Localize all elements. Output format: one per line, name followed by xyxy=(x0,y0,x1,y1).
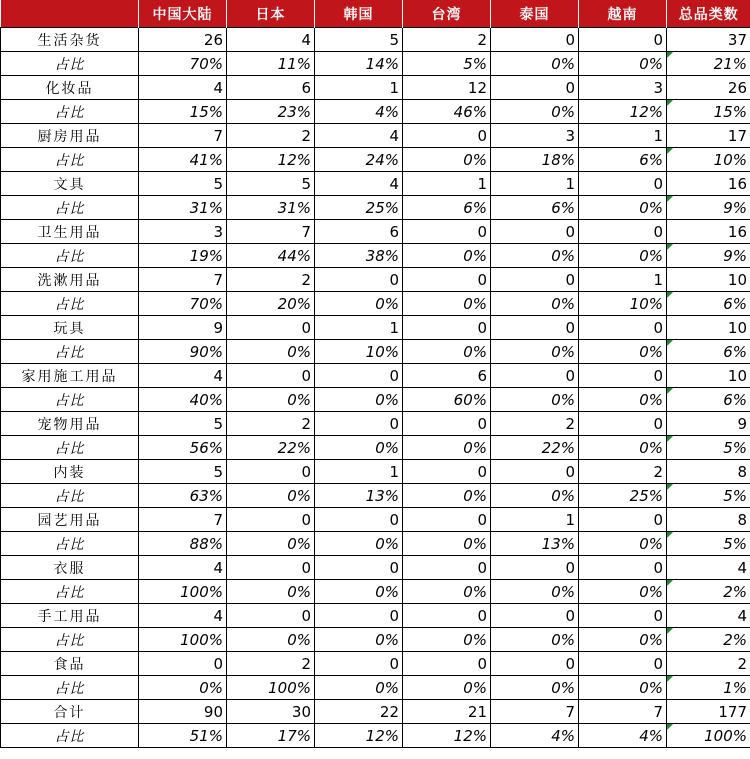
row-label: 生活杂货 xyxy=(1,28,139,52)
table-row-share xyxy=(1,532,750,556)
share-cell: 0% xyxy=(227,628,315,652)
count-cell: 6 xyxy=(315,220,403,244)
share-cell: 12% xyxy=(403,724,491,748)
count-cell: 4 xyxy=(667,556,750,580)
share-cell: 0% xyxy=(579,628,667,652)
count-cell: 9 xyxy=(667,412,750,436)
share-cell: 2% xyxy=(667,628,750,652)
row-label: 厨房用品 xyxy=(1,124,139,148)
table-row-share xyxy=(1,388,750,412)
share-cell: 5% xyxy=(403,52,491,76)
count-cell: 0 xyxy=(491,652,579,676)
share-cell: 12% xyxy=(579,100,667,124)
table-row-share xyxy=(1,628,750,652)
share-cell: 6% xyxy=(667,388,750,412)
share-label: 占比 xyxy=(1,628,139,652)
table-row-share xyxy=(1,148,750,172)
row-label: 手工用品 xyxy=(1,604,139,628)
count-cell: 2 xyxy=(227,268,315,292)
share-cell: 11% xyxy=(227,52,315,76)
share-label: 占比 xyxy=(1,148,139,172)
share-cell: 0% xyxy=(579,52,667,76)
share-cell: 0% xyxy=(139,676,227,700)
share-cell: 0% xyxy=(315,532,403,556)
share-cell: 23% xyxy=(227,100,315,124)
count-cell: 0 xyxy=(315,268,403,292)
share-cell: 2% xyxy=(667,580,750,604)
share-cell: 41% xyxy=(139,148,227,172)
count-cell: 4 xyxy=(139,556,227,580)
count-cell: 0 xyxy=(579,604,667,628)
share-cell: 0% xyxy=(579,436,667,460)
share-label: 占比 xyxy=(1,244,139,268)
row-label: 内装 xyxy=(1,460,139,484)
count-cell: 5 xyxy=(139,172,227,196)
share-cell: 0% xyxy=(403,148,491,172)
count-cell: 0 xyxy=(227,604,315,628)
share-cell: 0% xyxy=(403,628,491,652)
count-cell: 3 xyxy=(139,220,227,244)
row-label: 宠物用品 xyxy=(1,412,139,436)
share-cell: 0% xyxy=(403,484,491,508)
share-cell: 12% xyxy=(227,148,315,172)
table-row-share xyxy=(1,100,750,124)
header-cell-taiwan: 台湾 xyxy=(403,0,491,28)
share-cell: 22% xyxy=(227,436,315,460)
count-cell: 0 xyxy=(491,76,579,100)
count-cell: 1 xyxy=(579,124,667,148)
share-cell: 22% xyxy=(491,436,579,460)
share-cell: 0% xyxy=(491,628,579,652)
count-cell: 0 xyxy=(403,652,491,676)
count-cell: 16 xyxy=(667,172,750,196)
header-cell-china: 中国大陆 xyxy=(139,0,227,28)
count-cell: 2 xyxy=(667,652,750,676)
table-row-share xyxy=(1,340,750,364)
share-cell: 25% xyxy=(315,196,403,220)
share-cell: 6% xyxy=(667,340,750,364)
count-cell: 37 xyxy=(667,28,750,52)
count-cell: 0 xyxy=(315,556,403,580)
count-cell: 5 xyxy=(139,460,227,484)
share-cell: 6% xyxy=(491,196,579,220)
count-cell: 0 xyxy=(491,460,579,484)
count-cell: 0 xyxy=(491,556,579,580)
share-cell: 0% xyxy=(579,532,667,556)
share-cell: 70% xyxy=(139,292,227,316)
count-cell: 10 xyxy=(667,364,750,388)
share-cell: 100% xyxy=(139,628,227,652)
row-label: 园艺用品 xyxy=(1,508,139,532)
row-label: 食品 xyxy=(1,652,139,676)
row-label: 玩具 xyxy=(1,316,139,340)
share-cell: 100% xyxy=(227,676,315,700)
share-cell: 0% xyxy=(491,292,579,316)
share-cell: 0% xyxy=(315,580,403,604)
share-cell: 0% xyxy=(403,244,491,268)
share-label: 占比 xyxy=(1,100,139,124)
count-cell: 30 xyxy=(227,700,315,724)
count-cell: 0 xyxy=(403,124,491,148)
share-cell: 0% xyxy=(579,580,667,604)
count-cell: 2 xyxy=(403,28,491,52)
row-label: 衣服 xyxy=(1,556,139,580)
share-cell: 24% xyxy=(315,148,403,172)
share-cell: 0% xyxy=(491,52,579,76)
table-row xyxy=(1,316,750,340)
header-cell-thailand: 泰国 xyxy=(491,0,579,28)
share-label: 占比 xyxy=(1,388,139,412)
count-cell: 7 xyxy=(139,268,227,292)
share-cell: 20% xyxy=(227,292,315,316)
count-cell: 3 xyxy=(491,124,579,148)
count-cell: 0 xyxy=(579,172,667,196)
share-cell: 90% xyxy=(139,340,227,364)
count-cell: 0 xyxy=(491,316,579,340)
share-cell: 0% xyxy=(315,388,403,412)
share-cell: 18% xyxy=(491,148,579,172)
header-cell-korea: 韩国 xyxy=(315,0,403,28)
share-cell: 0% xyxy=(227,484,315,508)
share-cell: 15% xyxy=(667,100,750,124)
share-cell: 0% xyxy=(403,436,491,460)
count-cell: 2 xyxy=(227,124,315,148)
count-cell: 0 xyxy=(227,556,315,580)
row-label: 合计 xyxy=(1,700,139,724)
count-cell: 0 xyxy=(491,28,579,52)
count-cell: 0 xyxy=(579,220,667,244)
share-cell: 10% xyxy=(579,292,667,316)
count-cell: 0 xyxy=(315,508,403,532)
count-cell: 5 xyxy=(227,172,315,196)
count-cell: 0 xyxy=(491,364,579,388)
share-cell: 0% xyxy=(491,388,579,412)
count-cell: 0 xyxy=(227,508,315,532)
count-cell: 5 xyxy=(315,28,403,52)
count-cell: 0 xyxy=(403,316,491,340)
share-cell: 6% xyxy=(403,196,491,220)
count-cell: 1 xyxy=(315,76,403,100)
share-cell: 0% xyxy=(579,388,667,412)
count-cell: 0 xyxy=(315,412,403,436)
count-cell: 1 xyxy=(315,460,403,484)
share-cell: 100% xyxy=(139,580,227,604)
count-cell: 1 xyxy=(315,316,403,340)
count-cell: 0 xyxy=(579,28,667,52)
count-cell: 4 xyxy=(139,604,227,628)
share-cell: 56% xyxy=(139,436,227,460)
share-cell: 21% xyxy=(667,52,750,76)
count-cell: 0 xyxy=(491,220,579,244)
count-cell: 4 xyxy=(315,124,403,148)
share-cell: 15% xyxy=(139,100,227,124)
share-cell: 9% xyxy=(667,244,750,268)
table-row-share xyxy=(1,292,750,316)
count-cell: 26 xyxy=(667,76,750,100)
table-row xyxy=(1,220,750,244)
share-cell: 10% xyxy=(667,148,750,172)
table-row-share xyxy=(1,196,750,220)
share-cell: 0% xyxy=(315,436,403,460)
count-cell: 16 xyxy=(667,220,750,244)
count-cell: 7 xyxy=(139,508,227,532)
share-label: 占比 xyxy=(1,724,139,748)
count-cell: 4 xyxy=(667,604,750,628)
share-cell: 31% xyxy=(227,196,315,220)
table-row-share xyxy=(1,436,750,460)
count-cell: 0 xyxy=(403,268,491,292)
count-cell: 0 xyxy=(579,652,667,676)
share-cell: 0% xyxy=(227,580,315,604)
table-row-share xyxy=(1,676,750,700)
share-cell: 51% xyxy=(139,724,227,748)
table-row xyxy=(1,76,750,100)
count-cell: 1 xyxy=(491,508,579,532)
share-cell: 0% xyxy=(403,340,491,364)
header-cell-japan: 日本 xyxy=(227,0,315,28)
table-row xyxy=(1,460,750,484)
share-cell: 5% xyxy=(667,484,750,508)
count-cell: 0 xyxy=(403,556,491,580)
header-cell-vietnam: 越南 xyxy=(579,0,667,28)
count-cell: 4 xyxy=(227,28,315,52)
count-cell: 2 xyxy=(227,412,315,436)
share-label: 占比 xyxy=(1,484,139,508)
share-cell: 0% xyxy=(315,292,403,316)
row-label: 家用施工用品 xyxy=(1,364,139,388)
table-row xyxy=(1,172,750,196)
share-cell: 10% xyxy=(315,340,403,364)
count-cell: 0 xyxy=(579,364,667,388)
count-cell: 4 xyxy=(139,364,227,388)
count-cell: 0 xyxy=(315,364,403,388)
count-cell: 1 xyxy=(579,268,667,292)
share-cell: 5% xyxy=(667,532,750,556)
share-cell: 4% xyxy=(315,100,403,124)
table-row-share xyxy=(1,52,750,76)
count-cell: 7 xyxy=(491,700,579,724)
share-cell: 100% xyxy=(667,724,750,748)
header-cell-total: 总品类数 xyxy=(667,0,750,28)
count-cell: 0 xyxy=(579,556,667,580)
count-cell: 0 xyxy=(579,316,667,340)
share-label: 占比 xyxy=(1,436,139,460)
count-cell: 0 xyxy=(139,652,227,676)
share-cell: 40% xyxy=(139,388,227,412)
count-cell: 0 xyxy=(579,412,667,436)
count-cell: 10 xyxy=(667,268,750,292)
table-row xyxy=(1,652,750,676)
count-cell: 0 xyxy=(491,268,579,292)
share-label: 占比 xyxy=(1,532,139,556)
share-cell: 60% xyxy=(403,388,491,412)
count-cell: 6 xyxy=(227,76,315,100)
table-row xyxy=(1,364,750,388)
count-cell: 1 xyxy=(403,172,491,196)
count-cell: 0 xyxy=(579,508,667,532)
count-cell: 0 xyxy=(227,316,315,340)
share-cell: 0% xyxy=(579,196,667,220)
share-cell: 0% xyxy=(491,244,579,268)
count-cell: 17 xyxy=(667,124,750,148)
share-cell: 88% xyxy=(139,532,227,556)
count-cell: 0 xyxy=(491,604,579,628)
count-cell: 8 xyxy=(667,460,750,484)
share-cell: 0% xyxy=(491,484,579,508)
table-row xyxy=(1,508,750,532)
count-cell: 7 xyxy=(139,124,227,148)
share-cell: 0% xyxy=(491,580,579,604)
table-row-share xyxy=(1,580,750,604)
count-cell: 0 xyxy=(315,604,403,628)
count-cell: 0 xyxy=(403,220,491,244)
share-cell: 14% xyxy=(315,52,403,76)
share-cell: 17% xyxy=(227,724,315,748)
share-cell: 13% xyxy=(491,532,579,556)
share-cell: 0% xyxy=(403,580,491,604)
count-cell: 0 xyxy=(403,604,491,628)
share-cell: 0% xyxy=(403,292,491,316)
count-cell: 2 xyxy=(227,652,315,676)
share-cell: 0% xyxy=(491,676,579,700)
share-cell: 12% xyxy=(315,724,403,748)
count-cell: 21 xyxy=(403,700,491,724)
share-label: 占比 xyxy=(1,580,139,604)
count-cell: 0 xyxy=(403,412,491,436)
share-label: 占比 xyxy=(1,196,139,220)
share-cell: 1% xyxy=(667,676,750,700)
count-cell: 0 xyxy=(315,652,403,676)
share-cell: 13% xyxy=(315,484,403,508)
table-row xyxy=(1,556,750,580)
count-cell: 4 xyxy=(139,76,227,100)
row-label: 文具 xyxy=(1,172,139,196)
share-cell: 0% xyxy=(403,676,491,700)
table-row-share xyxy=(1,724,750,748)
share-cell: 31% xyxy=(139,196,227,220)
table-row xyxy=(1,28,750,52)
table-row xyxy=(1,268,750,292)
row-label: 洗漱用品 xyxy=(1,268,139,292)
count-cell: 10 xyxy=(667,316,750,340)
share-cell: 6% xyxy=(667,292,750,316)
count-cell: 0 xyxy=(403,460,491,484)
count-cell: 2 xyxy=(491,412,579,436)
count-cell: 3 xyxy=(579,76,667,100)
share-label: 占比 xyxy=(1,292,139,316)
share-cell: 9% xyxy=(667,196,750,220)
count-cell: 0 xyxy=(227,364,315,388)
count-cell: 8 xyxy=(667,508,750,532)
row-label: 化妆品 xyxy=(1,76,139,100)
table-header-row xyxy=(1,0,750,28)
share-cell: 70% xyxy=(139,52,227,76)
share-label: 占比 xyxy=(1,676,139,700)
header-cell-corner xyxy=(1,0,139,28)
share-cell: 0% xyxy=(227,388,315,412)
share-cell: 0% xyxy=(315,628,403,652)
count-cell: 5 xyxy=(139,412,227,436)
share-cell: 0% xyxy=(227,340,315,364)
row-label: 卫生用品 xyxy=(1,220,139,244)
count-cell: 90 xyxy=(139,700,227,724)
table-row xyxy=(1,124,750,148)
count-cell: 1 xyxy=(491,172,579,196)
share-cell: 63% xyxy=(139,484,227,508)
share-label: 占比 xyxy=(1,52,139,76)
count-cell: 7 xyxy=(579,700,667,724)
count-cell: 0 xyxy=(403,508,491,532)
share-cell: 0% xyxy=(579,340,667,364)
count-cell: 4 xyxy=(315,172,403,196)
share-cell: 5% xyxy=(667,436,750,460)
share-label: 占比 xyxy=(1,340,139,364)
share-cell: 0% xyxy=(491,100,579,124)
share-cell: 0% xyxy=(227,532,315,556)
share-cell: 0% xyxy=(403,532,491,556)
count-cell: 26 xyxy=(139,28,227,52)
share-cell: 6% xyxy=(579,148,667,172)
count-cell: 6 xyxy=(403,364,491,388)
table-row xyxy=(1,700,750,724)
share-cell: 38% xyxy=(315,244,403,268)
share-cell: 4% xyxy=(491,724,579,748)
share-cell: 0% xyxy=(579,676,667,700)
count-cell: 22 xyxy=(315,700,403,724)
table-row xyxy=(1,412,750,436)
share-cell: 0% xyxy=(315,676,403,700)
table-row xyxy=(1,604,750,628)
share-cell: 4% xyxy=(579,724,667,748)
table-row-share xyxy=(1,244,750,268)
count-cell: 177 xyxy=(667,700,750,724)
share-cell: 19% xyxy=(139,244,227,268)
share-cell: 46% xyxy=(403,100,491,124)
count-cell: 12 xyxy=(403,76,491,100)
count-cell: 2 xyxy=(579,460,667,484)
count-cell: 9 xyxy=(139,316,227,340)
share-cell: 44% xyxy=(227,244,315,268)
share-cell: 0% xyxy=(579,244,667,268)
table-row-share xyxy=(1,484,750,508)
share-cell: 25% xyxy=(579,484,667,508)
count-cell: 7 xyxy=(227,220,315,244)
share-cell: 0% xyxy=(491,340,579,364)
count-cell: 0 xyxy=(227,460,315,484)
